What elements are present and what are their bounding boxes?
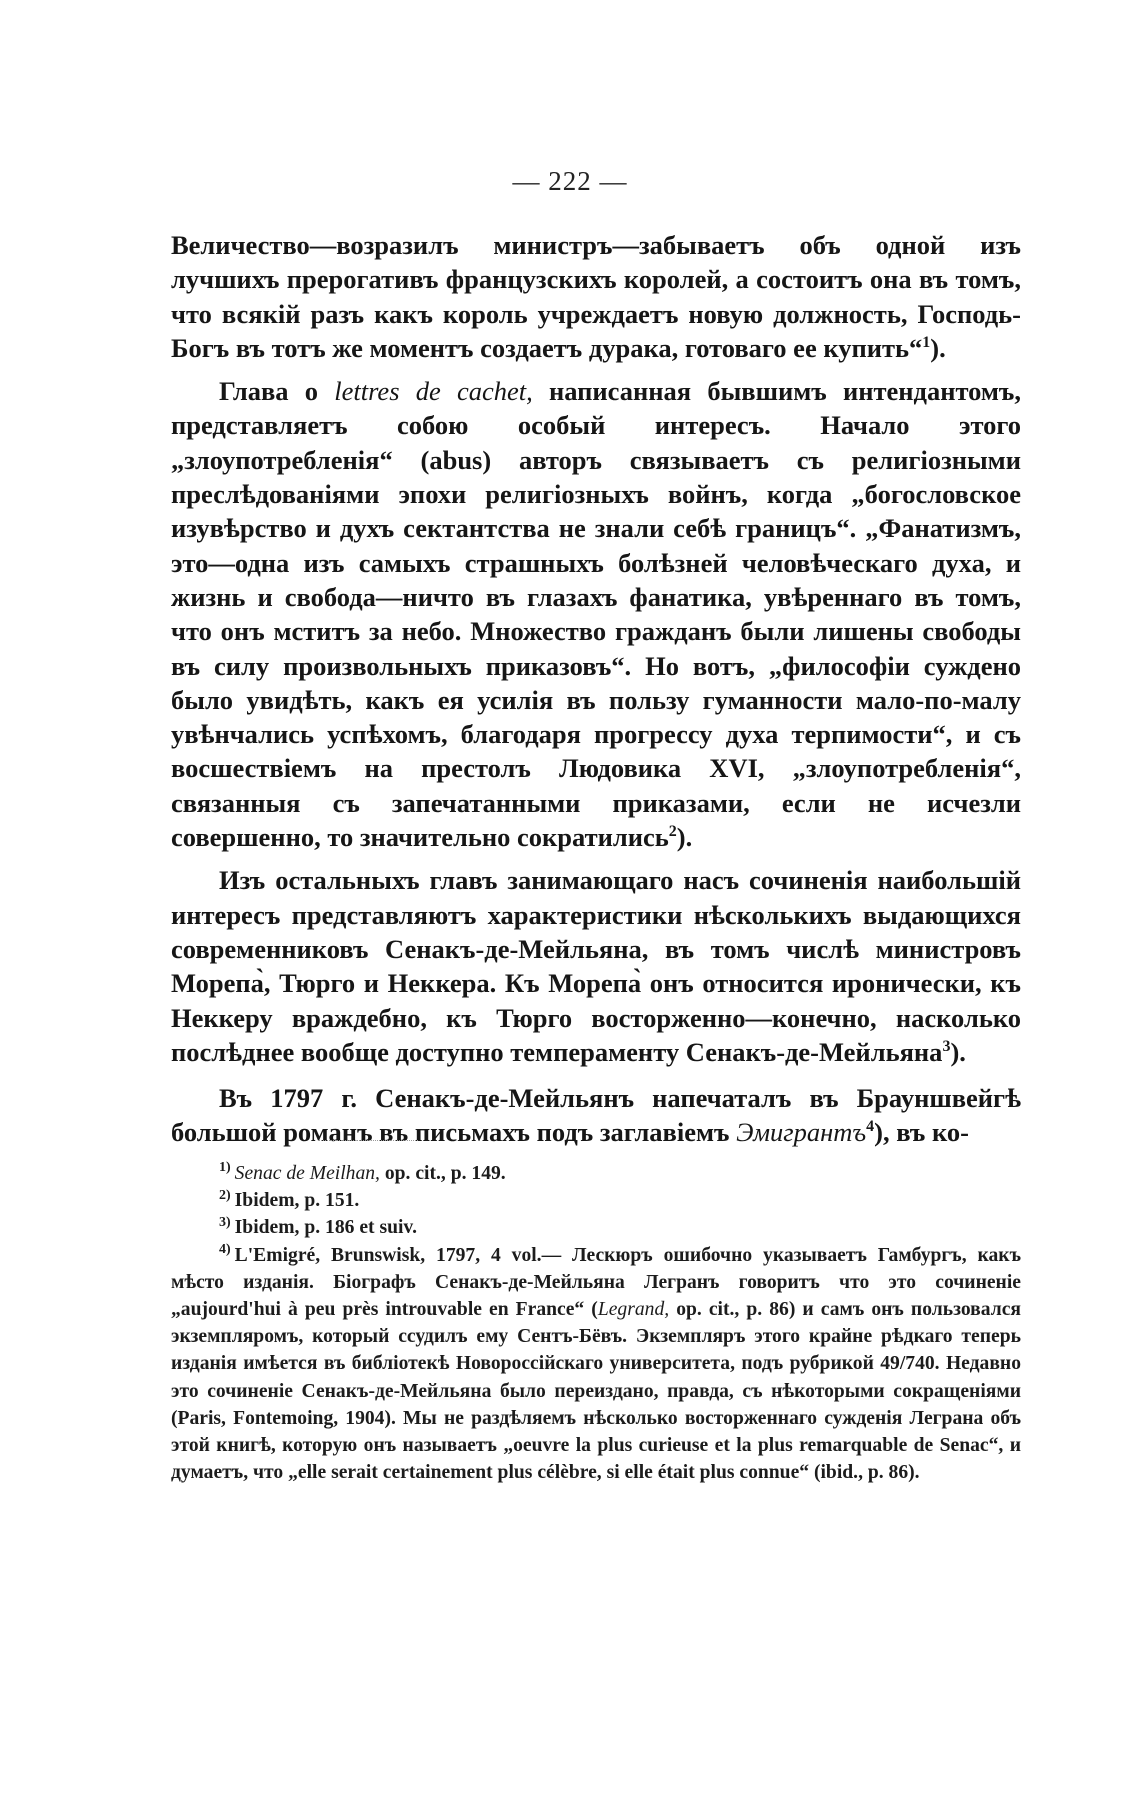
footnote-mark: 2) [219, 1187, 231, 1203]
footnote-text: op. cit., p. 86) и самъ онъ пользовался экземпляромъ, который ссудилъ ему Сентъ-Бёвъ. Экземпляръ этого крайне рѣдкаго теперь изданія имѣется въ библіотекѣ Новороссійскаго университета, подъ рубрикой 49/740. Недавно это сочиненіе Сенакъ-де-Мейльяна было переиздано, правда, съ нѣкоторыми сокращеніями (Paris, Fontemoing, 1904). Мы не раздѣляемъ нѣсколько восторженнаго сужденія Леграна объ этой книгѣ, которую онъ называетъ „oeuvre la plus curieuse et la plus remarquable de Senac“, и думаетъ, что „elle serait certainement plus célèbre, si elle était plus connue“ (ibid., p. 86). [171, 1299, 1021, 1484]
footnote-mark: 4) [219, 1242, 231, 1258]
paragraph-text: Въ 1797 г. Сенакъ-де-Мейльянъ напечаталъ въ Брауншвейгѣ большой романъ въ письмахъ подъ заглавіемъ [171, 1083, 1021, 1148]
footnote-4 [171, 1242, 1021, 1487]
footnote-reference[interactable]: 2 [668, 823, 677, 841]
footnote-text: Ibidem, p. 151. [234, 1190, 360, 1212]
italic-title: Эмигрантъ [736, 1117, 867, 1148]
paragraph-emigrant [171, 1081, 1021, 1150]
italic-author: Senac de Meilhan, [234, 1163, 380, 1184]
footnotes [171, 1160, 1021, 1486]
footnote-separator [318, 1140, 418, 1141]
paragraph-text: написанная бывшимъ интендантомъ, представляетъ собою особый интересъ. Начало этого „злоупотребленія“ (abus) авторъ связываетъ съ религіозными преслѣдованіями эпохи религіозныхъ войнъ, когда „богословское изувѣрство и духъ сектантства не знали себѣ границъ“. „Фанатизмъ, это—одна изъ самыхъ страшныхъ болѣзней человѣческаго духа, и жизнь и свобода—ничто въ глазахъ фанатика, увѣреннаго въ томъ, что онъ мститъ за небо. Множество гражданъ были лишены свободы въ силу произвольныхъ приказовъ“. Но вотъ, „философіи суждено было увидѣть, какъ ея усилія въ пользу гуманности мало-по-малу увѣнчались успѣхомъ, благодаря прогрессу духа терпимости“, и съ восшествіемъ на престолъ Людовика XVI, „злоупотребленія“, связанныя съ запечатанными приказами, если не исчезли совершенно, то значительно сократились [171, 376, 1021, 853]
paragraph-text: Изъ остальныхъ главъ занимающаго насъ сочиненія наибольшій интересъ представляютъ характеристики нѣсколькихъ выдающихся современниковъ Сенакъ-де-Мейльяна, въ томъ числѣ министровъ Морепа̀, Тюрго и Неккера. Къ Морепа̀ онъ относится иронически, къ Неккеру враждебно, къ Тюрго восторженно—конечно, насколько послѣднее вообще доступно темпераменту Сенакъ-де-Мейльяна [171, 865, 1021, 1067]
paragraph-text: ). [676, 822, 693, 853]
footnote-2 [171, 1187, 1021, 1214]
footnote-text: L'Emigré, Brunswisk, 1797, 4 vol.— Лескюръ ошибочно указываетъ Гамбургъ, какъ мѣсто изданія. Біографъ Сенакъ-де-Мейльяна Легранъ говоритъ что это сочиненіе „aujourd'hui à peu près introuvable en France“ ( [171, 1244, 1021, 1321]
italic-author: Legrand, [597, 1299, 670, 1321]
footnote-mark: 1) [219, 1160, 231, 1176]
page-number: — 222 — [512, 166, 628, 196]
paragraph-lettres-de-cachet [171, 374, 1021, 854]
footnote-text: op. cit., p. 149. [379, 1163, 506, 1184]
footnote-reference[interactable]: 1 [922, 334, 931, 352]
footnote-1 [171, 1160, 1021, 1187]
paragraph-text: Величество—возразилъ министръ—забываетъ объ одной изъ лучшихъ прерогативъ французскихъ королей, а состоитъ она въ томъ, что всякій разъ какъ король учреждаетъ новую должность, Господь-Богъ въ тотъ же моментъ создаетъ дурака, готоваго ее купить“ [171, 230, 1021, 363]
footnote-reference[interactable]: 3 [942, 1038, 951, 1055]
paragraph-continuation [171, 228, 1021, 365]
paragraph-text: ). [930, 332, 946, 363]
footnote-text: Ibidem, p. 186 et suiv. [234, 1217, 418, 1239]
paragraph-text: Глава о [219, 376, 335, 407]
footnote-mark: 3) [219, 1214, 231, 1230]
paragraph-text: ), въ ко- [874, 1117, 969, 1148]
paragraph-text: ). [950, 1036, 966, 1067]
paragraph-characteristics [171, 863, 1021, 1069]
footnote-reference[interactable]: 4 [866, 1118, 875, 1136]
footnote-3 [171, 1214, 1021, 1241]
italic-title: lettres de cachet, [334, 376, 533, 407]
main-text [171, 228, 1021, 1150]
